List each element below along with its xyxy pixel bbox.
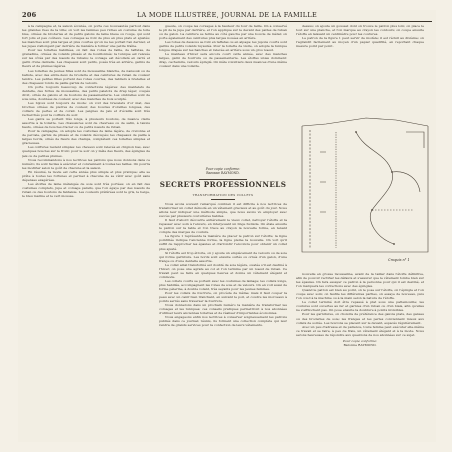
- paragraph: Le collet ainsi transformé est doublé de soie légère, ouatée s'il est destiné à l'hiver; on pose une agrafe au col et l'on termine par un nœud de ruban. Ce travail peut se faire en quelques heures et donne un vêtement élégant et commode.: [159, 262, 287, 279]
- paragraph: On porte toujours beaucoup de confections légères: des mantelets de dentelle, des fichus de mousseline, des petits paletots de drap léger, coupés droit, ornés de galons et de boutons de passementerie. Les ombrelles sont de soie unie, doublées de couleur, avec des manches de bois sculpté.: [22, 84, 150, 101]
- pattern-point: [393, 243, 395, 245]
- collar-pattern-drawing: [296, 112, 434, 264]
- subtitle-rule: [211, 199, 235, 200]
- paragraph: Les toilettes de jeunes filles sont de mousseline blanche, de nansouk ou de batiste, avec des entre-deux de broderie et des ceintures de ruban de couleur tendre. Les petites filles portent des robes courtes, des tabliers à bretelles et des chapeaux ronds de paille garnis de velours.: [22, 68, 150, 85]
- paragraph: dessus; on ajoute un gousset dont on trouve le patron plus loin; on place le tout sur une planche, et l'on marque au crayon les contours; on coupe ensuite l'étoffe en laissant un centimètre pour les coutures.: [296, 24, 424, 37]
- header-rule: [22, 21, 432, 22]
- paragraph: Avec un peu d'adresse et de patience, toute femme peut exécuter elle-même ce travail et se faire, à peu de frais, un vêtement élégant et à la mode. Nous serons heureuses de répondre aux questions de nos abonnées sur ce sujet.: [296, 324, 424, 337]
- column-2-intro: [159, 24, 287, 166]
- paragraph: En résumé, la mode est cette année plus simple et plus pratique; elle se prête à toutes les fortunes et permet à chacune de se vêtir avec goût sans dépenses exagérées.: [22, 169, 150, 182]
- paragraph: La figure 1 représente la manière de placer le patron sur l'étoffe; la ligne pointillée indique l'ancienne forme, la ligne pleine la nouvelle. On voit qu'il suffit de rapprocher les épaules et d'arrondir l'encolure pour obtenir un collet plus ajusté.: [159, 234, 287, 251]
- page: [18, 10, 436, 442]
- notch-marks: [320, 152, 326, 212]
- paragraph: nouvelle en grosse mousseline, avant de la tailler dans l'étoffe définitive, afin de pouvoir rectifier les défauts et s'assurer que le vêtement tombe bien sur les épaules. On fera essayer ce patron à la personne pour qui il est destiné, et l'on marquera les corrections avec des épingles.: [296, 272, 424, 289]
- section-title: SECRETS PROFESSIONNELS: [159, 180, 287, 189]
- paragraph: Quand le patron est bien au point, on le pose sur l'étoffe, on l'épingle et l'on coupe avec soin; on faufile les différentes parties, on essaye de nouveau, puis l'on coud à la machine ou à la main selon la nature de l'étoffe.: [296, 288, 424, 301]
- paragraph: Le collet terminé doit être repassé à plat sous une pattemouille; les coutures sont ouvertes au fer et garnies d'un ruban ou d'un biais, afin qu'elles ne s'effilochent pas. On pose ensuite la doublure à points invisibles.: [296, 300, 424, 313]
- paragraph: Pour les collets de fourrure, on procède de même; mais il faut couper la peau avec un canif bien tranchant, en suivant le poil, et coudre les morceaux à points serrés sans traverser la fourrure.: [159, 291, 287, 304]
- figure-caption: Croquis n° 1: [388, 258, 410, 262]
- section-subtitle: TRANSFORMATION DES COLLETS: [192, 193, 254, 197]
- paragraph: Le patron de la figure 1 peut servir de modèle; il est réduit au dixième; on l'agrandit facilement au moyen d'un papier quadrillé, en reportant chaque mesure point par point.: [296, 36, 424, 49]
- column-3-bottom: [296, 272, 424, 430]
- signature-name: Baronne RAYMOND.: [343, 342, 377, 347]
- pattern-point: [355, 131, 357, 133]
- paragraph: Les robes de dessous se font en taffetas ou en alpaga; les jupons courts sont garnis de petits volants tuyautés. Pour la toilette de visite, on adopte la tunique longue drapée sur les hanches et relevée en arrière sous un gros nœud.: [159, 40, 287, 53]
- paragraph: Il faut d'abord découdre entièrement le vieux collet, nettoyer l'étoffe et la repasser avec soin à l'envers, en interposant un linge humide. On étale ensuite le patron sur la table et l'on trace au crayon la nouvelle forme, en tenant compte des marges de couture.: [159, 218, 287, 235]
- paragraph: Les collets courts se portent avec les costumes de lainage; les collets longs, plus habillés, accompagnent les robes de soie et de velours. On en voit aussi de forme pèlerine, à double volant, très seyants pour les jeunes femmes.: [159, 278, 287, 291]
- column-1: [22, 24, 150, 436]
- paragraph: Pour les toilettes habillées, on fait des robes de faille, de taffetas, de grenadine, ornées de volants plissés et de bouillonnés; la tunique est relevée sur les côtés par des nœuds de rubans; le corsage est décolleté en carré et garni d'une dentelle. Les chapeaux sont petits, posés très en arrière, garnis de fleurs et de plumes légères.: [22, 48, 150, 69]
- signature-block: [159, 167, 287, 175]
- paragraph: Si l'étoffe est trop étroite, on y ajoute un empiècement de velours ou de soie qui forme garniture. Les bords sont ensuite ourlés ou ornés d'un galon, d'une frange ou d'une dentelle assortie.: [159, 250, 287, 263]
- paragraph: à la campagne et, la saison écoulée, on porte ces nouveautés partout dans les grandes rues de la ville; on voit les femmes peu riches en costume de toile bise, ornées de broderies et de petits galons de laine bleue ou rouge, qui sont fort jolis et peu coûteux. Les corsages se font de plus en plus plats et ajustés; les manches sont plus larges et plus courtes qu'on ne les portait l'an dernier, et les jupes s'allongent par derrière de manière à former une petite traîne.: [22, 24, 150, 49]
- pattern-point: [391, 171, 393, 173]
- paragraph: Nous avons souvent remarqué combien il est difficile à nos lectrices de transformer un collet démodé en un vêtement gracieux et au goût du jour. Nous allons leur indiquer une méthode simple, que nous avons vu employer avec succès par plusieurs couturières habiles.: [159, 202, 287, 219]
- signature-name: Baronne RAYMOND.: [206, 171, 240, 175]
- column-2: [159, 24, 287, 436]
- paragraph: Les gants se portent très longs, à plusieurs boutons, de nuance claire assortie à la toilette. Les chaussures sont de chevreau ou de satin, à talons hauts, ornées de boucles d'acier ou de petits nœuds de ruban.: [22, 117, 150, 130]
- paragraph: Les coiffures restent simples: les cheveux sont relevés en chignon bas, avec quelques boucles sur le front; pour le soir on y mêle des fleurs, des épingles de jais ou de petites plumes.: [22, 145, 150, 158]
- paragraph: Le manteau d'hiver sera encore court cette année, avec des manches larges, garni de fourrure ou de passementerie. Les étoffes unies dominent: drap, cachemire, velours épinglé. On mêle volontiers deux nuances d'une même couleur dans une toilette.: [159, 52, 287, 69]
- paragraph: Pour la campagne, on adopte les costumes de laine légère, de cretonne et de percale, garnis de plissés et de volants découpés; les chapeaux de paille à larges bords, ornés de fleurs des champs, complètent ces toilettes simples et gracieuses.: [22, 129, 150, 146]
- pattern-point: [371, 209, 373, 211]
- signature-line: Pour copie conforme:: [342, 338, 378, 343]
- corner-mark: [406, 132, 424, 148]
- paragraph: Nous recommandons à nos lectrices les patrons que nous donnons dans ce numéro; ils sont faciles à exécuter et conviennent à toutes les tailles. On pourra les modifier selon le goût de chacune et la saison.: [22, 157, 150, 170]
- pattern-diagram: [296, 112, 434, 264]
- paragraph: Les bijoux sont toujours de mode: on voit des bracelets d'or mat, des broches ornées de pierres de couleur, des boucles d'oreilles longues, des colliers de perles et de corail. Les peignes de jais et d'écaille sont très recherchés pour la coiffure du soir.: [22, 100, 150, 118]
- paragraph: Nous engageons enfin nos lectrices à conserver soigneusement les patrons publiés dans ce journal; réunis, ils forment une collection complète qui leur rendra de grands services pour la confection de leurs vêtements.: [159, 315, 287, 328]
- journal-title: LA MODE ILLUSTRÉE, JOURNAL DE LA FAMILLE: [136, 11, 318, 19]
- column-3-top: [296, 24, 424, 112]
- pattern-outline: [302, 126, 428, 252]
- collar-curve: [356, 132, 394, 244]
- shoulder-curve: [392, 172, 420, 192]
- pattern-top-edge: [302, 118, 428, 126]
- paragraph: gueule, on coupe les corsages à la hauteur du tour de taille. On a conservé le pli de la jupe par derrière, et l'on applique sur le devant des pattes de ruban ou de galon. La ceinture se ferme au côté gauche par une boucle de métal; on porte également des ceintures plus larges nouées en arrière.: [159, 24, 287, 41]
- signature-block: [296, 339, 424, 347]
- paragraph: Les étoffes de laine mélangée de soie sont très portées; on en fait des costumes complets, jupe et corsage pareils, que l'on égaye par des nœuds de ruban ou des boutons de fantaisie. Les couleurs préférées sont le gris, le beige, le bleu marine et le vert mousse.: [22, 181, 150, 198]
- paragraph: Pour les garnitures, on choisira de préférence des galons plats, des ganses ou des broderies de soie; les franges et les perles conviennent mieux aux collets de soirée. Les boutons se placent sur le devant, espacés régulièrement.: [296, 312, 424, 325]
- signature-line: Pour copie conforme:: [205, 167, 241, 171]
- page-number: 206: [22, 11, 37, 19]
- paragraph: Nous donnerons dans un prochain numéro la manière de transformer les corsages et les tuniques; ces conseils pratiques permettront à nos abonnées d'utiliser leurs anciennes toilettes et de réaliser d'importantes économies.: [159, 303, 287, 316]
- section-body: [159, 202, 287, 436]
